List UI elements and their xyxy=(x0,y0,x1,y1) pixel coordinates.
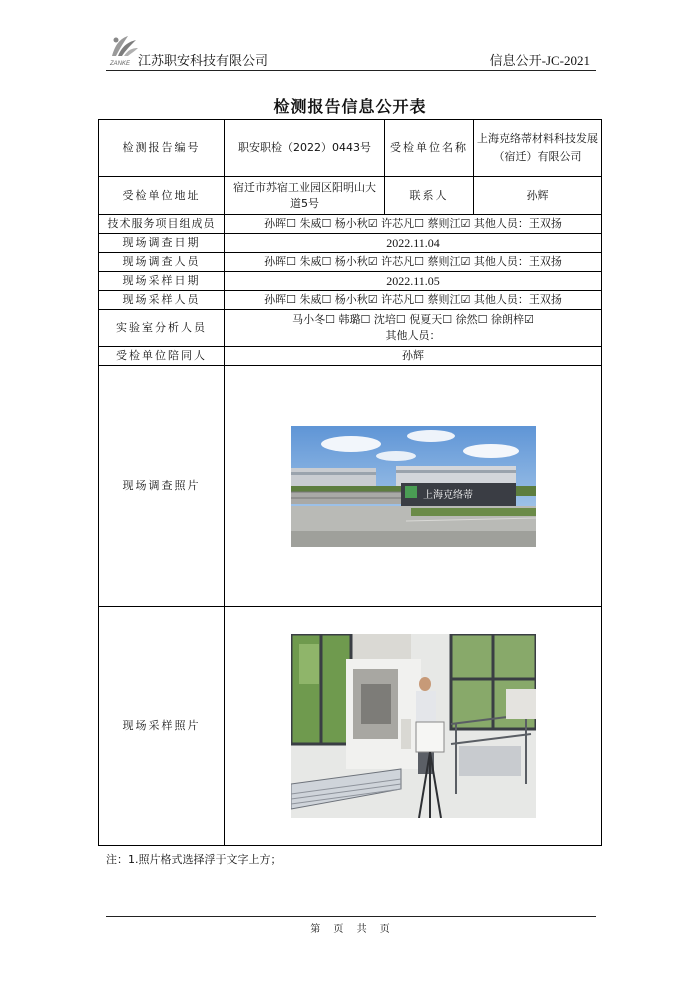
company-name: 江苏职安科技有限公司 xyxy=(138,54,269,69)
sampling-staff-label: 现场采样人员 xyxy=(99,291,225,310)
table-row xyxy=(99,177,602,215)
company-logo-icon xyxy=(106,34,140,68)
svg-text:ZANKE: ZANKE xyxy=(110,61,131,67)
lab-staff-label: 实验室分析人员 xyxy=(99,310,225,347)
table-row xyxy=(99,120,602,177)
team-value: 孙晖☐ 朱威☐ 杨小秋☑ 许芯凡☐ 蔡则江☑ 其他人员：王双扬 xyxy=(225,215,602,234)
client-name-label: 受检单位名称 xyxy=(385,120,474,177)
page-header xyxy=(106,34,596,70)
survey-staff-value: 孙晖☐ 朱威☐ 杨小秋☑ 许芯凡☐ 蔡则江☑ 其他人员：王双扬 xyxy=(225,253,602,272)
survey-photo-cell xyxy=(225,366,602,607)
sampling-photo-label: 现场采样照片 xyxy=(99,607,225,846)
client-address-label: 受检单位地址 xyxy=(99,177,225,215)
report-info-table xyxy=(98,119,602,846)
sampling-date-label: 现场采样日期 xyxy=(99,272,225,291)
table-row xyxy=(99,366,602,607)
sampling-staff-value: 孙晖☐ 朱威☐ 杨小秋☑ 许芯凡☐ 蔡则江☑ 其他人员：王双扬 xyxy=(225,291,602,310)
header-divider xyxy=(106,70,596,71)
table-row xyxy=(99,347,602,366)
page-footer: 第 页 共 页 xyxy=(310,924,390,935)
table-row xyxy=(99,215,602,234)
sampling-photo-cell xyxy=(225,607,602,846)
client-name-value: 上海克络蒂材料科技发展（宿迁）有限公司 xyxy=(474,120,602,177)
table-row xyxy=(99,272,602,291)
escort-value: 孙辉 xyxy=(225,347,602,366)
table-row xyxy=(99,291,602,310)
escort-label: 受检单位陪同人 xyxy=(99,347,225,366)
team-label: 技术服务项目组成员 xyxy=(99,215,225,234)
document-number: 信息公开-JC-2021 xyxy=(489,53,590,68)
survey-photo xyxy=(291,426,536,547)
contact-label: 联系人 xyxy=(385,177,474,215)
footer-divider xyxy=(106,916,596,917)
table-row xyxy=(99,310,602,347)
survey-date-label: 现场调查日期 xyxy=(99,234,225,253)
lab-staff-line-2: 其他人员： xyxy=(385,329,441,342)
client-address-value: 宿迁市苏宿工业园区阳明山大道5号 xyxy=(225,177,385,215)
table-row xyxy=(99,234,602,253)
report-no-label: 检测报告编号 xyxy=(99,120,225,177)
lab-staff-value xyxy=(225,310,602,347)
page-title: 检测报告信息公开表 xyxy=(273,97,427,116)
contact-value: 孙辉 xyxy=(474,177,602,215)
lab-staff-line-1: 马小冬☐ 韩璐☐ 沈培☐ 倪夏天☐ 徐然☐ 徐朗梓☑ xyxy=(292,313,534,326)
report-no-value: 职安职检（2022）0443号 xyxy=(225,120,385,177)
table-row xyxy=(99,607,602,846)
survey-photo-label: 现场调查照片 xyxy=(99,366,225,607)
sampling-date-value: 2022.11.05 xyxy=(225,272,602,291)
footnote: 注：1.照片格式选择浮于文字上方； xyxy=(106,853,282,866)
company-sign-text: 上海克络蒂 xyxy=(422,489,473,501)
table-row xyxy=(99,253,602,272)
survey-date-value: 2022.11.04 xyxy=(225,234,602,253)
survey-staff-label: 现场调查人员 xyxy=(99,253,225,272)
sampling-photo xyxy=(291,634,536,818)
